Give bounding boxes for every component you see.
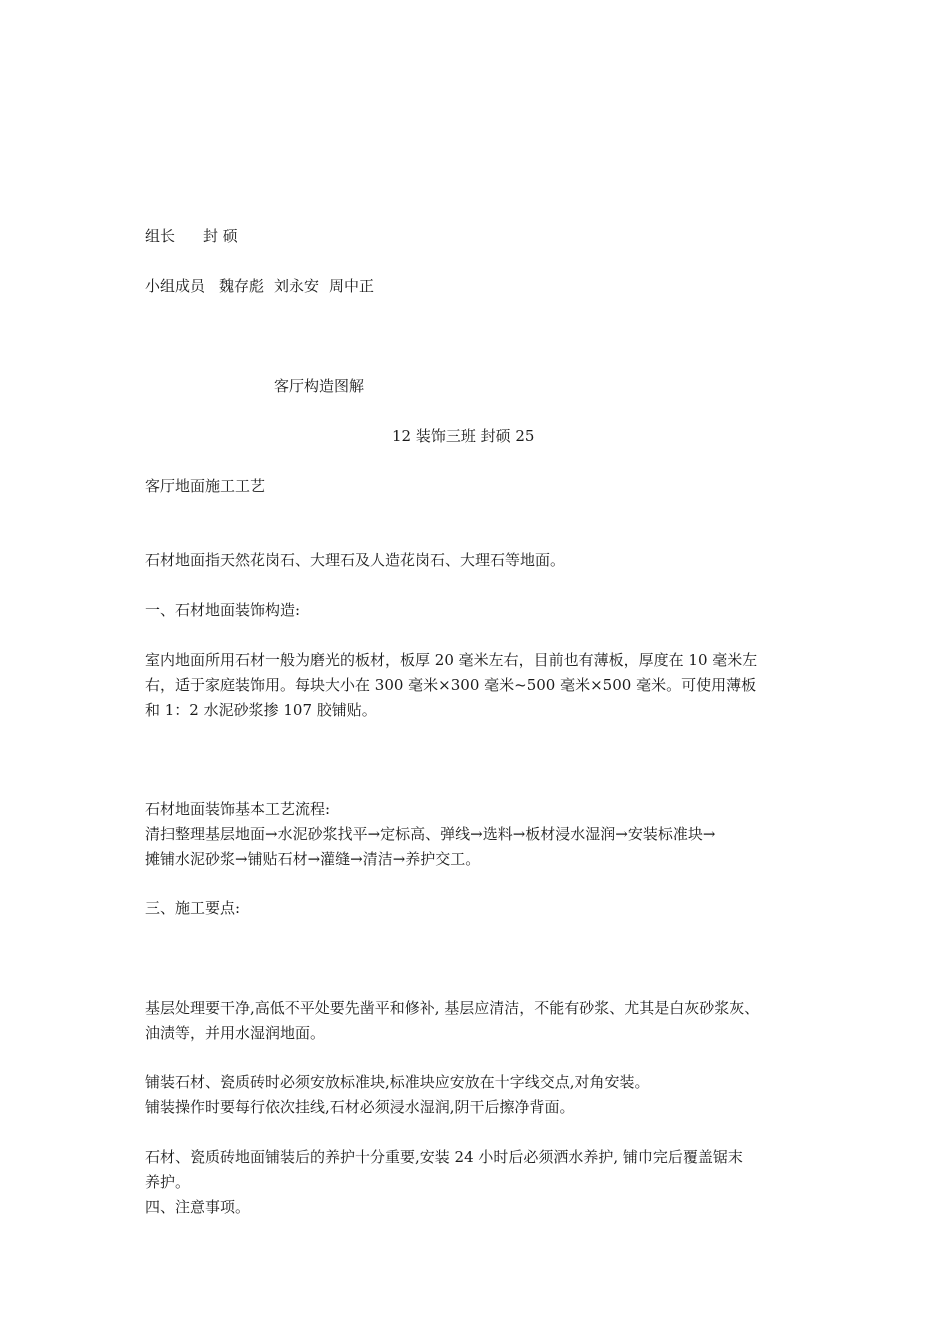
heading-precautions: 四、注意事项。 — [145, 1198, 251, 1216]
paragraph-line: 清扫整理基层地面→水泥砂浆找平→定标高、弹线→选料→板材浸水湿润→安装标准块→ — [145, 825, 716, 843]
paragraph-line: 和 1：2 水泥砂浆掺 107 胶铺贴。 — [145, 701, 377, 719]
paragraph-base-treatment — [145, 996, 815, 1046]
paragraph-line: 基层处理要干净,高低不平处要先凿平和修补, 基层应清洁，不能有砂浆、尤其是白灰砂浆灰、 — [145, 999, 760, 1017]
paragraph-line: 摊铺水泥砂浆→铺贴石材→灌缝→清洁→养护交工。 — [145, 850, 481, 868]
member-name: 魏存彪 — [219, 277, 265, 295]
heading-stone-floor-construction: 一、石材地面装饰构造: — [145, 601, 301, 619]
member-name: 刘永安 — [274, 277, 320, 295]
group-leader-line — [145, 226, 238, 246]
leader-name: 封 硕 — [203, 227, 238, 245]
heading-construction-points: 三、施工要点: — [145, 899, 241, 917]
intro-paragraph: 石材地面指天然花岗石、大理石及人造花岗石、大理石等地面。 — [145, 551, 566, 569]
document-byline: 12 装饰三班 封硕 25 — [392, 427, 535, 445]
paragraph-line: 养护。 — [145, 1173, 191, 1191]
document-title: 客厅构造图解 — [274, 377, 365, 395]
paragraph-line: 右，适于家庭装饰用。每块大小在 300 毫米×300 毫米~500 毫米×500 毫米。可使用薄板 — [145, 676, 757, 694]
paragraph-line: 石材、瓷质砖地面铺装后的养护十分重要,安装 24 小时后必须洒水养护, 铺巾完后覆盖锯末 — [145, 1148, 743, 1166]
paragraph-line: 油渍等，并用水湿润地面。 — [145, 1024, 326, 1042]
paragraph-process-flow — [145, 797, 815, 872]
group-members-line — [145, 276, 374, 296]
flow-title: 石材地面装饰基本工艺流程: — [145, 800, 331, 818]
paragraph-line: 铺装操作时要每行依次挂线,石材必须浸水湿润,阴干后擦净背面。 — [145, 1098, 575, 1116]
member-name: 周中正 — [329, 277, 375, 295]
paragraph-line: 铺装石材、瓷质砖时必须安放标准块,标准块应安放在十字线交点,对角安装。 — [145, 1073, 650, 1091]
section-title: 客厅地面施工工艺 — [145, 477, 266, 495]
paragraph-curing — [145, 1145, 815, 1220]
paragraph-stone-material — [145, 648, 815, 723]
paragraph-line: 室内地面所用石材一般为磨光的板材，板厚 20 毫米左右，目前也有薄板，厚度在 10 毫米左 — [145, 651, 758, 669]
leader-label: 组长 — [145, 227, 176, 245]
members-label: 小组成员 — [145, 277, 206, 295]
paragraph-standard-block — [145, 1070, 815, 1120]
